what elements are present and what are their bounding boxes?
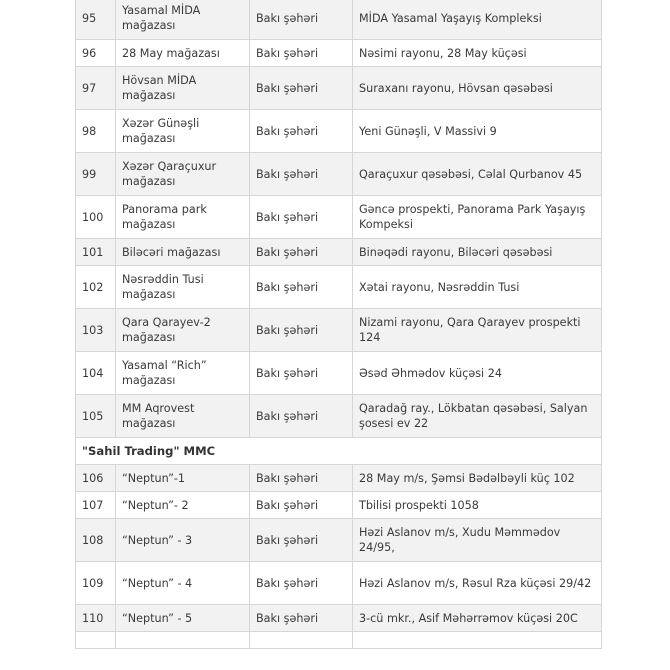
store-name: Yasamal MİDA mağazası xyxy=(116,0,250,40)
store-city: Bakı şəhəri xyxy=(250,465,353,492)
table-row xyxy=(76,110,602,153)
store-address: Qaradağ ray., Lökbatan qəsəbəsi, Salyan şosesi ev 22 xyxy=(353,395,602,438)
row-number: 106 xyxy=(76,465,116,492)
store-name: Xəzər Günəşli mağazası xyxy=(116,110,250,153)
store-name: Biləcəri mağazası xyxy=(116,239,250,266)
store-city: Bakı şəhəri xyxy=(250,492,353,519)
table-row xyxy=(76,40,602,67)
store-city: Bakı şəhəri xyxy=(250,239,353,266)
store-address: Tbilisi prospekti 1058 xyxy=(353,492,602,519)
row-number: 97 xyxy=(76,67,116,110)
store-address: Nizami rayonu, Qara Qarayev prospekti 124 xyxy=(353,309,602,352)
row-number: 98 xyxy=(76,110,116,153)
store-name: 28 May mağazası xyxy=(116,40,250,67)
section-title: "Sahil Trading" MMC xyxy=(76,438,602,465)
table-row xyxy=(76,395,602,438)
row-number: 101 xyxy=(76,239,116,266)
store-city: Bakı şəhəri xyxy=(250,0,353,40)
row-number: 100 xyxy=(76,196,116,239)
store-city: Bakı şəhəri xyxy=(250,352,353,395)
store-name: Nəsrəddin Tusi mağazası xyxy=(116,266,250,309)
store-address: Gəncə prospekti, Panorama Park Yaşayış Kompeksi xyxy=(353,196,602,239)
store-name: Panorama park mağazası xyxy=(116,196,250,239)
store-city: Bakı şəhəri xyxy=(250,562,353,605)
table-row xyxy=(76,352,602,395)
store-address: 28 May m/s, Şəmsi Bədəlbəyli küç 102 xyxy=(353,465,602,492)
store-address: Qaraçuxur qəsəbəsi, Cəlal Qurbanov 45 xyxy=(353,153,602,196)
table-row xyxy=(76,0,602,40)
store-city: Bakı şəhəri xyxy=(250,40,353,67)
table-row xyxy=(76,67,602,110)
table-row xyxy=(76,562,602,605)
store-address: 3-cü mkr., Asif Məhərrəmov küçəsi 20C xyxy=(353,605,602,632)
store-name: “Neptun”-1 xyxy=(116,465,250,492)
table-row xyxy=(76,196,602,239)
store-address: Binəqədi rayonu, Biləcəri qəsəbəsi xyxy=(353,239,602,266)
store-name: MM Aqrovest mağazası xyxy=(116,395,250,438)
row-number: 95 xyxy=(76,0,116,40)
store-address: Xətai rayonu, Nəsrəddin Tusi xyxy=(353,266,602,309)
store-city: Bakı şəhəri xyxy=(250,153,353,196)
store-city: Bakı şəhəri xyxy=(250,519,353,562)
row-number: 105 xyxy=(76,395,116,438)
row-number: 102 xyxy=(76,266,116,309)
row-number: 104 xyxy=(76,352,116,395)
row-number: 103 xyxy=(76,309,116,352)
table-row xyxy=(76,153,602,196)
store-city: Bakı şəhəri xyxy=(250,67,353,110)
store-name: Hövsan MİDA mağazası xyxy=(116,67,250,110)
row-number: 96 xyxy=(76,40,116,67)
table-row xyxy=(76,266,602,309)
store-name: Xəzər Qaraçuxur mağazası xyxy=(116,153,250,196)
store-address: Suraxanı rayonu, Hövsan qəsəbəsi xyxy=(353,67,602,110)
store-city: Bakı şəhəri xyxy=(250,266,353,309)
store-name: “Neptun” - 3 xyxy=(116,519,250,562)
row-number: 107 xyxy=(76,492,116,519)
row-number: 109 xyxy=(76,562,116,605)
table-row xyxy=(76,309,602,352)
store-address: MİDA Yasamal Yaşayış Kompleksi xyxy=(353,0,602,40)
row-number: 108 xyxy=(76,519,116,562)
table-row xyxy=(76,465,602,492)
store-address: Əsəd Əhmədov küçəsi 24 xyxy=(353,352,602,395)
store-name: “Neptun”- 2 xyxy=(116,492,250,519)
store-name: Yasamal “Rich” mağazası xyxy=(116,352,250,395)
store-city: Bakı şəhəri xyxy=(250,196,353,239)
store-address: Həzi Aslanov m/s, Xudu Məmmədov 24/95, xyxy=(353,519,602,562)
row-number: 110 xyxy=(76,605,116,632)
store-city: Bakı şəhəri xyxy=(250,605,353,632)
store-name: Qara Qarayev-2 mağazası xyxy=(116,309,250,352)
store-city: Bakı şəhəri xyxy=(250,110,353,153)
store-city: Bakı şəhəri xyxy=(250,309,353,352)
table-row xyxy=(76,519,602,562)
store-address: Həzi Aslanov m/s, Rəsul Rza küçəsi 29/42 xyxy=(353,562,602,605)
store-city: Bakı şəhəri xyxy=(250,395,353,438)
store-name: “Neptun” - 4 xyxy=(116,562,250,605)
table-row xyxy=(76,239,602,266)
table-row xyxy=(76,605,602,632)
section-header-row xyxy=(76,438,602,465)
store-name: “Neptun” - 5 xyxy=(116,605,250,632)
store-address: Nəsimi rayonu, 28 May küçəsi xyxy=(353,40,602,67)
table-row xyxy=(76,492,602,519)
row-number: 99 xyxy=(76,153,116,196)
table-row-cut-off xyxy=(76,632,602,649)
stores-table xyxy=(75,0,602,649)
store-address: Yeni Günəşli, V Massivi 9 xyxy=(353,110,602,153)
